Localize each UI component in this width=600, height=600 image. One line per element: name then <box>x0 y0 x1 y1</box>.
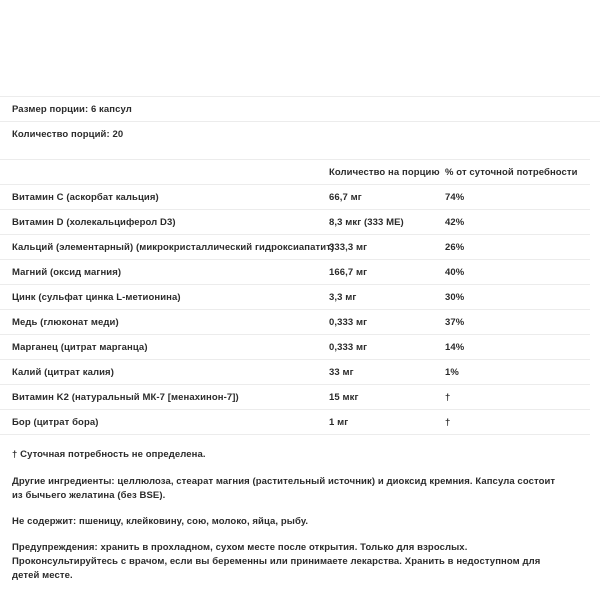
serving-block-spacer <box>0 146 600 159</box>
table-row <box>0 285 590 310</box>
servings-per-container-row: Количество порций: 20 <box>0 121 600 146</box>
nutrient-daily-value-cell: † <box>445 410 590 435</box>
serving-size-row: Размер порции: 6 капсул <box>0 96 600 121</box>
table-row <box>0 410 590 435</box>
table-row <box>0 360 590 385</box>
nutrient-name-cell: Цинк (сульфат цинка L-метионина) <box>0 285 329 310</box>
serving-info-block <box>0 96 600 159</box>
nutrient-daily-value-cell: 1% <box>445 360 590 385</box>
footnote-other-ingredients: Другие ингредиенты: целлюлоза, стеарат магния (растительный источник) и диоксид кремния. Капсула состоит из бычьего желатина (без BSE). <box>12 476 556 501</box>
nutrient-daily-value-cell: † <box>445 385 590 410</box>
nutrient-daily-value-cell: 42% <box>445 210 590 235</box>
nutrient-daily-value-cell: 14% <box>445 335 590 360</box>
table-row <box>0 260 590 285</box>
nutrient-amount-cell: 66,7 мг <box>329 185 445 210</box>
nutrient-daily-value-cell: 26% <box>445 235 590 260</box>
nutrient-amount-cell: 1 мг <box>329 410 445 435</box>
footnote-free-from: Не содержит: пшеницу, клейковину, сою, молоко, яйца, рыбу. <box>12 516 309 527</box>
table-body <box>0 185 590 435</box>
nutrient-amount-cell: 166,7 мг <box>329 260 445 285</box>
table-row <box>0 310 590 335</box>
table-header-row <box>0 160 590 185</box>
column-header-nutrient <box>0 160 329 185</box>
nutrient-amount-cell: 8,3 мкг (333 МЕ) <box>329 210 445 235</box>
nutrient-name-cell: Кальций (элементарный) (микрокристаллический гидроксиапатит) <box>0 235 329 260</box>
nutrient-amount-cell: 333,3 мг <box>329 235 445 260</box>
table-row <box>0 385 590 410</box>
nutrient-name-cell: Калий (цитрат калия) <box>0 360 329 385</box>
table-row <box>0 235 590 260</box>
nutrient-amount-cell: 0,333 мг <box>329 310 445 335</box>
column-header-daily-value: % от суточной потребности <box>445 160 590 185</box>
table-row <box>0 185 590 210</box>
nutrient-name-cell: Витамин D (холекальциферол D3) <box>0 210 329 235</box>
footnote-warnings: Предупреждения: хранить в прохладном, сухом месте после открытия. Только для взрослых. Проконсультируйтесь с врачом, если вы беременны или принимаете лекарства. Хранить в недоступном для детей месте. <box>12 542 541 581</box>
nutrient-amount-cell: 15 мкг <box>329 385 445 410</box>
nutrient-daily-value-cell: 40% <box>445 260 590 285</box>
nutrient-name-cell: Марганец (цитрат марганца) <box>0 335 329 360</box>
nutrient-name-cell: Витамин K2 (натуральный МК-7 [менахинон-7]) <box>0 385 329 410</box>
table-head <box>0 160 590 185</box>
nutrient-name-cell: Витамин С (аскорбат кальция) <box>0 185 329 210</box>
nutrient-name-cell: Магний (оксид магния) <box>0 260 329 285</box>
nutrient-daily-value-cell: 74% <box>445 185 590 210</box>
supplement-facts-content <box>0 96 600 583</box>
nutrient-amount-cell: 3,3 мг <box>329 285 445 310</box>
column-header-amount-per-serving: Количество на порцию <box>329 160 445 185</box>
nutrient-name-cell: Бор (цитрат бора) <box>0 410 329 435</box>
nutrient-daily-value-cell: 30% <box>445 285 590 310</box>
footnote-daily-value-not-established: † Суточная потребность не определена. <box>12 449 206 460</box>
nutrient-amount-cell: 0,333 мг <box>329 335 445 360</box>
table-row <box>0 210 590 235</box>
supplement-facts-table <box>0 159 590 435</box>
footnotes-block <box>0 435 578 583</box>
nutrient-daily-value-cell: 37% <box>445 310 590 335</box>
nutrient-amount-cell: 33 мг <box>329 360 445 385</box>
table-row <box>0 335 590 360</box>
nutrient-name-cell: Медь (глюконат меди) <box>0 310 329 335</box>
